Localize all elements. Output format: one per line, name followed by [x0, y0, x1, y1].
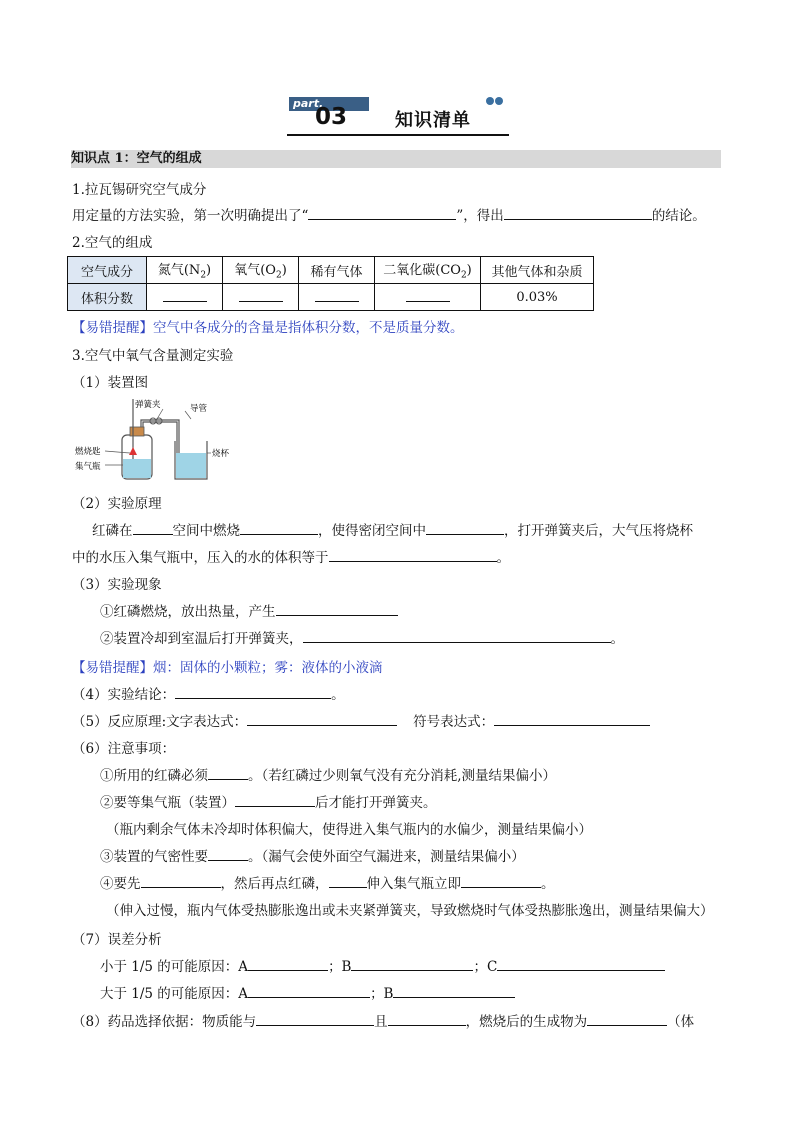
item-7-line-1: 小于 1/5 的可能原因：A ；B ；C — [100, 955, 665, 975]
item-6-line-3: ③装置的气密性要 。（漏气会使外面空气漏进来，测量结果偏小） — [100, 849, 525, 865]
text: ”，得出 — [456, 208, 504, 224]
answer-blank[interactable] — [504, 206, 652, 220]
answer-blank[interactable] — [426, 521, 504, 535]
answer-blank[interactable] — [240, 521, 318, 535]
answer-blank[interactable] — [239, 288, 283, 302]
table-row — [68, 284, 594, 311]
answer-blank[interactable] — [248, 984, 370, 998]
knowledge-point-title: 知识点 1：空气的组成 — [71, 150, 721, 168]
answer-blank[interactable] — [351, 957, 473, 971]
item-7-line-2: 大于 1/5 的可能原因：A ；B — [100, 982, 515, 1002]
answer-blank[interactable] — [235, 793, 315, 807]
label-clip: 弹簧夹 — [135, 400, 161, 410]
table-cell: 氮气$(N_2)$ — [147, 257, 223, 284]
section-header — [287, 96, 509, 138]
table-cell — [223, 284, 299, 311]
table-cell — [375, 284, 481, 311]
section-1-line — [72, 204, 706, 224]
item-8-line: （8）药品选择依据：物质能与 且 ，燃烧后的生成物为 （体 — [72, 1014, 695, 1030]
label-spoon: 燃烧匙 — [75, 447, 101, 457]
answer-blank[interactable] — [163, 288, 207, 302]
item-3-label: （3）实验现象 — [72, 577, 162, 593]
section-2-title: 2.空气的组成 — [72, 235, 153, 251]
item-2-line-2: 中的水压入集气瓶中，压入的水的体积等于 。 — [72, 550, 510, 566]
item-6-line-2: ②要等集气瓶（装置） 后才能打开弹簧夹。 — [100, 795, 437, 811]
answer-blank[interactable] — [308, 206, 456, 220]
answer-blank[interactable] — [315, 288, 359, 302]
table-cell: 二氧化碳$(CO_2)$ — [375, 257, 481, 284]
air-composition-table — [67, 256, 594, 311]
item-6-note-4: （伸入过慢，瓶内气体受热膨胀逸出或未夹紧弹簧夹，导致燃烧时气体受热膨胀逸出，测量结果偏大） — [106, 903, 714, 919]
answer-blank[interactable] — [133, 521, 173, 535]
item-5-line: （5）反应原理:文字表达式： 符号表达式： — [72, 710, 650, 730]
part-badge — [287, 96, 371, 132]
item-6-line-4: ④要先 ，然后再点红磷， 伸入集气瓶立即 。 — [100, 876, 555, 892]
page-title: 知识清单 — [395, 110, 471, 131]
table-cell: 稀有气体 — [299, 257, 375, 284]
answer-blank[interactable] — [303, 629, 611, 643]
table-cell: 其他气体和杂质 — [481, 257, 594, 284]
answer-blank[interactable] — [276, 602, 398, 616]
table-cell — [147, 284, 223, 311]
answer-blank[interactable] — [248, 957, 328, 971]
part-label: part. — [289, 97, 369, 111]
label-tube: 导管 — [190, 404, 208, 414]
tip-note-1: 【易错提醒】空气中各成分的含量是指体积分数，不是质量分数。 — [72, 320, 464, 336]
answer-blank[interactable] — [329, 874, 367, 888]
table-cell: 0.03% — [481, 284, 594, 311]
table-cell — [299, 284, 375, 311]
text: 用定量的方法实验，第一次明确提出了“ — [72, 208, 309, 224]
table-header-cell: 体积分数 — [68, 284, 147, 311]
answer-blank[interactable] — [329, 548, 497, 562]
answer-blank[interactable] — [247, 712, 397, 726]
answer-blank[interactable] — [587, 1012, 667, 1026]
answer-blank[interactable] — [497, 957, 665, 971]
part-number: 03 — [315, 104, 348, 130]
label-bottle: 集气瓶 — [75, 462, 101, 472]
header-underline — [287, 134, 509, 136]
answer-blank[interactable] — [494, 712, 650, 726]
answer-blank[interactable] — [388, 1012, 466, 1026]
item-4-line: （4）实验结论： 。 — [72, 687, 345, 703]
label-beaker: 烧杯 — [212, 449, 230, 459]
item-6-line-1: ①所用的红磷必须 。（若红磷过少则氧气没有充分消耗,测量结果偏小） — [100, 768, 557, 784]
answer-blank[interactable] — [256, 1012, 374, 1026]
drops-icon — [485, 96, 505, 109]
table-row — [68, 257, 594, 284]
item-3-line-1: ①红磷燃烧，放出热量，产生 — [100, 600, 398, 620]
answer-blank[interactable] — [393, 984, 515, 998]
apparatus-diagram — [75, 395, 245, 483]
item-6-label: （6）注意事项： — [72, 741, 176, 757]
table-header-cell: 空气成分 — [68, 257, 147, 284]
table-cell: 氧气$(O_2)$ — [223, 257, 299, 284]
item-3-line-2: ②装置冷却到室温后打开弹簧夹， 。 — [100, 631, 624, 647]
text: 的结论。 — [651, 208, 706, 224]
answer-blank[interactable] — [141, 874, 221, 888]
answer-blank[interactable] — [461, 874, 541, 888]
item-7-label: （7）误差分析 — [72, 932, 162, 948]
item-1-label: （1）装置图 — [72, 375, 149, 391]
answer-blank[interactable] — [406, 288, 450, 302]
item-6-note-2: （瓶内剩余气体未冷却时体积偏大，使得进入集气瓶内的水偏少，测量结果偏小） — [106, 822, 592, 838]
answer-blank[interactable] — [208, 766, 248, 780]
item-2-label: （2）实验原理 — [72, 496, 162, 512]
section-1-title: 1.拉瓦锡研究空气成分 — [72, 182, 207, 198]
section-3-title: 3.空气中氧气含量测定实验 — [72, 348, 234, 364]
apparatus-drawing — [75, 395, 245, 483]
item-2-line-1: 红磷在 空间中燃烧 ，使得密闭空间中 ，打开弹簧夹后，大气压将烧杯 — [92, 523, 693, 539]
answer-blank[interactable] — [175, 685, 331, 699]
answer-blank[interactable] — [208, 847, 248, 861]
tip-note-2: 【易错提醒】烟：固体的小颗粒；雾：液体的小液滴 — [72, 660, 383, 676]
